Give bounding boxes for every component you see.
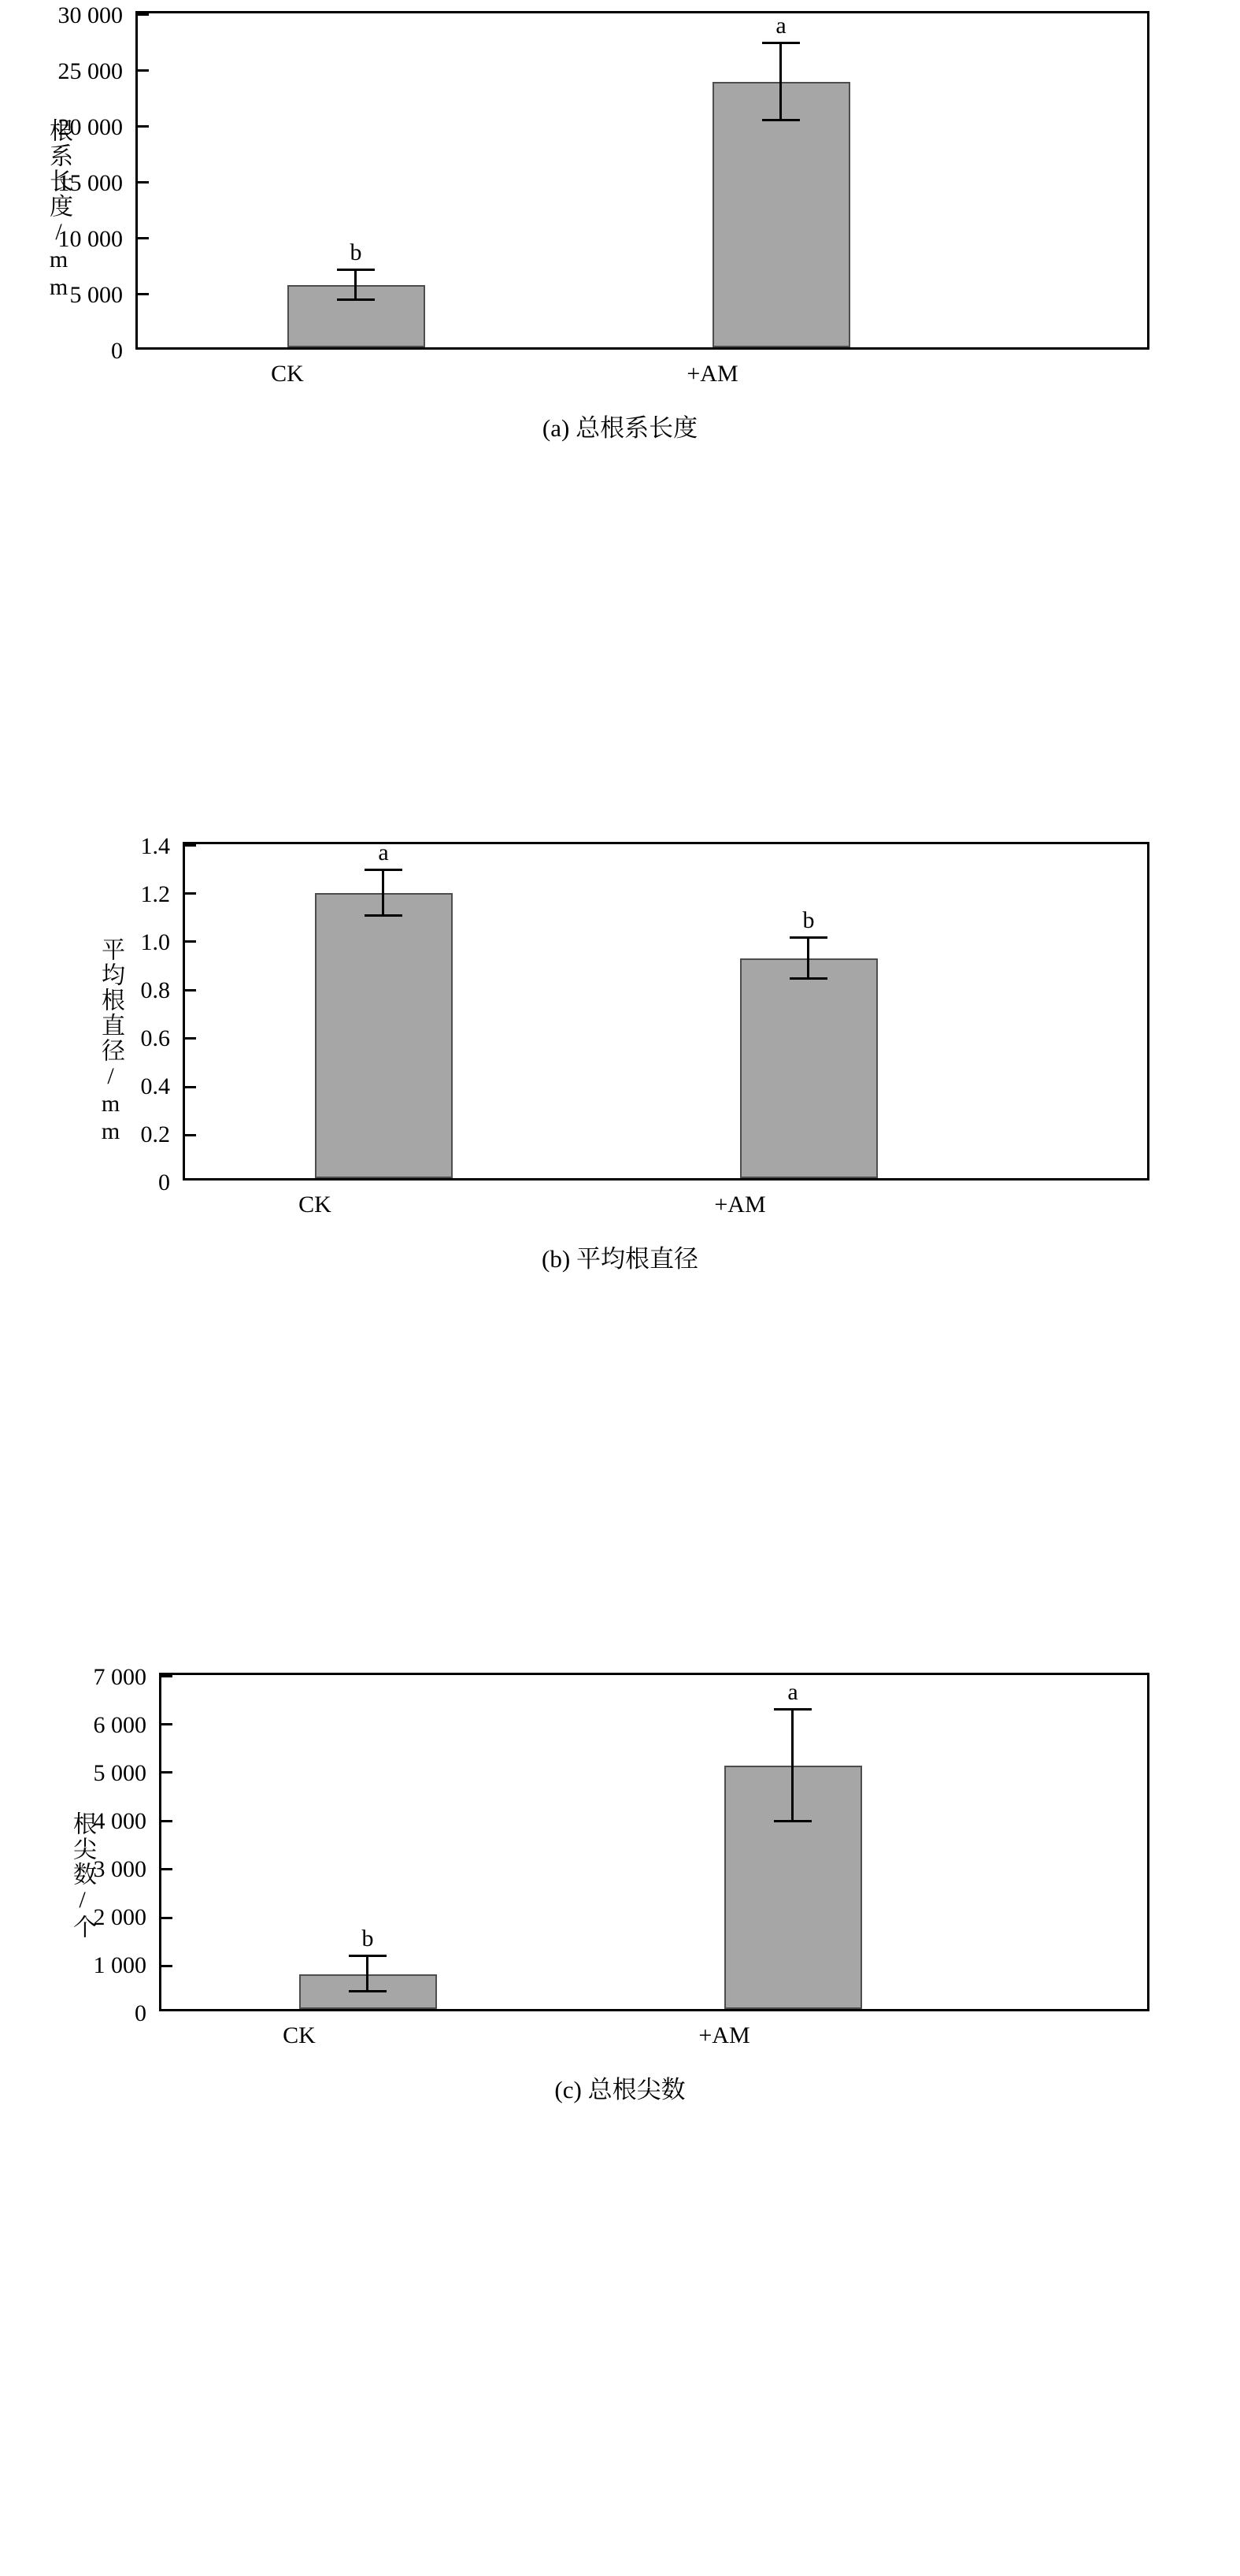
y-tick-mark-b-0 [185,844,196,847]
y-tick-mark-a-1 [138,69,149,72]
error-cap-top-c-ck [349,1955,387,1957]
y-tick-label-b-7: 0 [158,1169,170,1195]
error-bar-a-ck [354,269,357,301]
y-tick-label-b-0: 1.4 [140,833,170,859]
error-cap-bottom-a-am [762,119,800,121]
chart-area-a [0,0,1240,788]
y-tick-label-c-4: 3 000 [93,1856,146,1882]
error-cap-bottom-c-ck [349,1990,387,1992]
error-cap-bottom-b-am [790,977,827,980]
chart-panel-a [0,0,1240,831]
chart-area-c [0,1662,1240,2449]
chart-area-b [0,831,1240,1618]
y-tick-mark-b-5 [185,1086,196,1088]
y-tick-label-b-3: 0.8 [140,977,170,1003]
y-axis-label-a: 根系长度/mm [46,118,72,302]
y-tick-label-a-4: 10 000 [57,226,123,252]
y-tick-mark-a-5 [138,293,149,295]
plot-area-c [159,1673,1149,2011]
error-cap-top-a-ck [337,269,375,271]
error-cap-bottom-a-ck [337,298,375,301]
y-tick-label-c-0: 7 000 [93,1664,146,1690]
sig-label-b-am: b [802,907,815,933]
sig-label-b-ck: a [378,840,389,865]
error-bar-c-am [791,1708,794,1822]
y-tick-mark-b-3 [185,989,196,991]
y-tick-mark-c-3 [161,1820,172,1822]
y-tick-mark-c-4 [161,1868,172,1870]
y-tick-label-b-1: 1.2 [140,881,170,907]
error-bar-c-ck [366,1955,368,1992]
bar-b-ck [315,893,453,1178]
y-tick-label-a-6: 0 [111,338,123,364]
y-axis-label-b: 平均根直径/mm [98,937,124,1146]
error-cap-top-a-am [762,42,800,44]
y-tick-label-c-2: 5 000 [93,1760,146,1786]
y-tick-label-b-6: 0.2 [140,1121,170,1147]
sig-label-c-am: a [787,1679,798,1705]
y-tick-mark-a-2 [138,125,149,128]
chart-panel-c [0,1662,1240,2493]
y-tick-mark-b-6 [185,1134,196,1136]
panel-caption-b: (b) 平均根直径 [542,1245,698,1273]
error-cap-bottom-b-ck [365,914,402,917]
y-tick-label-a-2: 20 000 [57,114,123,140]
y-tick-mark-c-6 [161,1965,172,1967]
y-tick-mark-b-2 [185,940,196,943]
bar-a-am [713,82,850,347]
y-tick-label-a-3: 15 000 [57,170,123,196]
y-tick-label-a-0: 30 000 [57,2,123,28]
sig-label-a-ck: b [350,239,362,265]
x-tick-label-b-ck: CK [298,1192,331,1218]
x-tick-label-c-ck: CK [283,2022,316,2048]
plot-area-b [183,842,1149,1181]
x-tick-label-b-am: +AM [714,1192,766,1218]
error-bar-b-ck [382,869,384,917]
y-tick-mark-c-2 [161,1771,172,1774]
error-bar-b-am [807,936,809,980]
bar-b-am [740,958,878,1178]
x-tick-label-a-am: +AM [687,361,738,387]
y-tick-mark-c-0 [161,1675,172,1677]
chart-panel-b [0,831,1240,1662]
y-tick-mark-a-4 [138,237,149,239]
y-tick-label-b-5: 0.4 [140,1073,170,1099]
y-tick-label-a-1: 25 000 [57,58,123,84]
y-tick-label-c-1: 6 000 [93,1712,146,1738]
error-cap-top-b-am [790,936,827,939]
y-tick-label-b-4: 0.6 [140,1025,170,1051]
panel-caption-c: (c) 总根尖数 [554,2076,686,2103]
y-tick-mark-b-4 [185,1037,196,1040]
y-tick-label-c-3: 4 000 [93,1808,146,1834]
y-tick-mark-a-0 [138,13,149,16]
y-tick-label-a-5: 5 000 [69,282,123,308]
x-tick-label-a-ck: CK [271,361,304,387]
error-cap-top-c-am [774,1708,812,1711]
y-tick-label-c-6: 1 000 [93,1952,146,1978]
sig-label-a-am: a [775,13,787,39]
panel-caption-a: (a) 总根系长度 [542,414,698,442]
error-cap-bottom-c-am [774,1820,812,1822]
y-tick-label-c-7: 0 [135,2000,146,2026]
plot-area-a [135,11,1149,350]
y-tick-label-b-2: 1.0 [140,929,170,955]
sig-label-c-ck: b [361,1926,374,1951]
y-tick-mark-b-1 [185,892,196,895]
y-tick-mark-c-1 [161,1723,172,1725]
error-bar-a-am [779,43,782,121]
x-tick-label-c-am: +AM [698,2022,750,2048]
y-tick-mark-a-3 [138,181,149,183]
y-tick-mark-c-5 [161,1917,172,1919]
y-axis-label-c: 根尖数/个 [69,1811,95,1940]
y-tick-label-c-5: 2 000 [93,1904,146,1930]
error-cap-top-b-ck [365,869,402,871]
